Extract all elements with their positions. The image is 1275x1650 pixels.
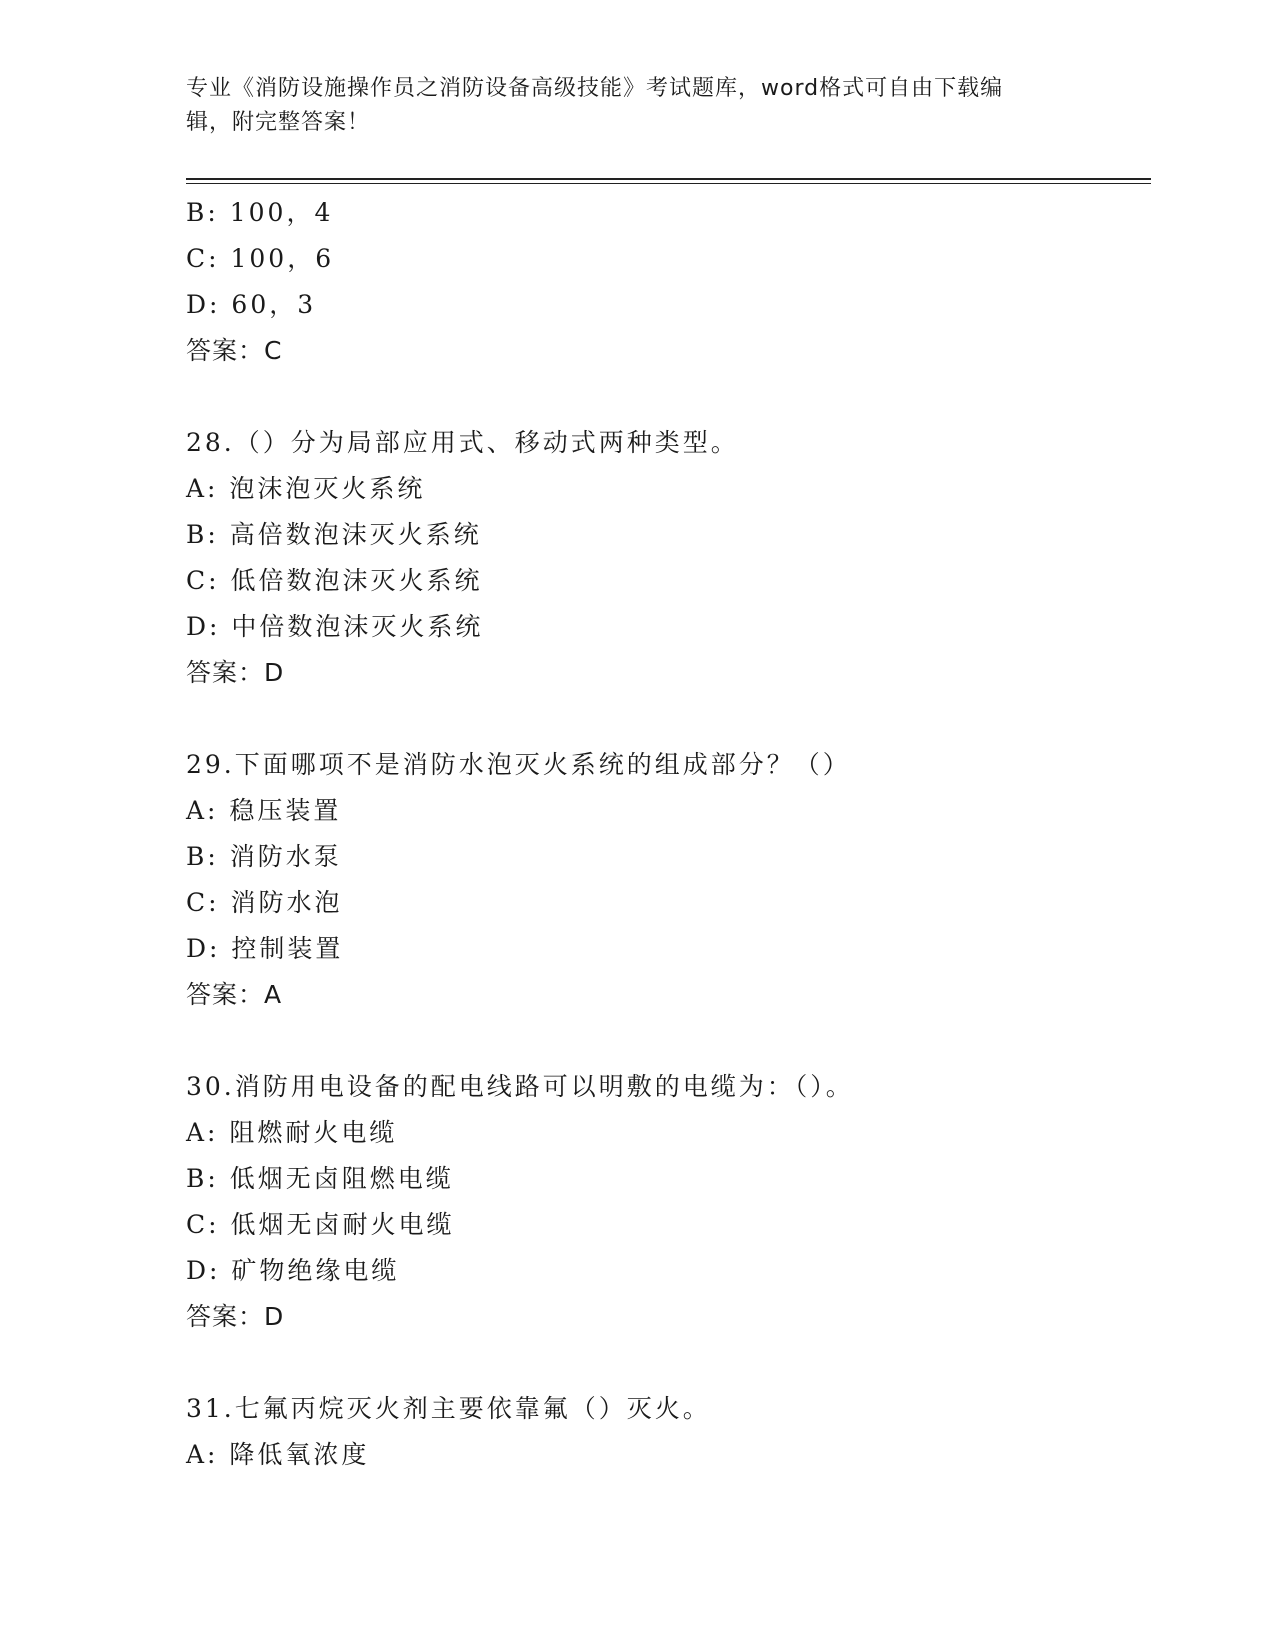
question-list: [186, 190, 1151, 1478]
spacer: [186, 374, 1151, 420]
spacer: [186, 1340, 1151, 1386]
option-d: D: 60，3: [186, 290, 317, 319]
header-divider-thick: [186, 178, 1151, 180]
spacer: [186, 696, 1151, 742]
option-a: A: 降低氧浓度: [186, 1440, 370, 1469]
option-b: B: 高倍数泡沫灭火系统: [186, 520, 482, 549]
spacer: [186, 1018, 1151, 1064]
option-b: B: 消防水泵: [186, 842, 342, 871]
answer: 答案：A: [186, 980, 283, 1009]
header-divider-thin: [186, 183, 1151, 184]
header-line-1: 专业《消防设施操作员之消防设备高级技能》考试题库，word格式可自由下载编: [186, 76, 1004, 101]
option-c: C: 消防水泡: [186, 888, 343, 917]
answer: 答案：D: [186, 1302, 285, 1331]
option-d: D: 矿物绝缘电缆: [186, 1256, 400, 1285]
option-b: B: 低烟无卤阻燃电缆: [186, 1164, 454, 1193]
question-stem: 29.下面哪项不是消防水泡灭火系统的组成部分？（）: [186, 750, 851, 779]
question-stem: 28.（）分为局部应用式、移动式两种类型。: [186, 428, 739, 457]
option-c: C: 低倍数泡沫灭火系统: [186, 566, 483, 595]
option-c: C: 低烟无卤耐火电缆: [186, 1210, 455, 1239]
option-a: A: 泡沫泡灭火系统: [186, 474, 426, 503]
option-c: C: 100，6: [186, 244, 335, 273]
option-d: D: 控制装置: [186, 934, 344, 963]
question-29: [186, 742, 1151, 1018]
question-27: [186, 190, 1151, 374]
question-30: [186, 1064, 1151, 1340]
document-header: [186, 72, 1066, 140]
answer: 答案：C: [186, 336, 283, 365]
option-a: A: 稳压装置: [186, 796, 342, 825]
option-d: D: 中倍数泡沫灭火系统: [186, 612, 484, 641]
option-a: A: 阻燃耐火电缆: [186, 1118, 398, 1147]
question-stem: 30.消防用电设备的配电线路可以明敷的电缆为：（）。: [186, 1072, 854, 1101]
option-b: B: 100，4: [186, 198, 334, 227]
question-31: [186, 1386, 1151, 1478]
answer: 答案：D: [186, 658, 285, 687]
question-28: [186, 420, 1151, 696]
header-line-2: 辑，附完整答案！: [186, 110, 371, 135]
question-stem: 31.七氟丙烷灭火剂主要依靠氟（）灭火。: [186, 1394, 711, 1423]
